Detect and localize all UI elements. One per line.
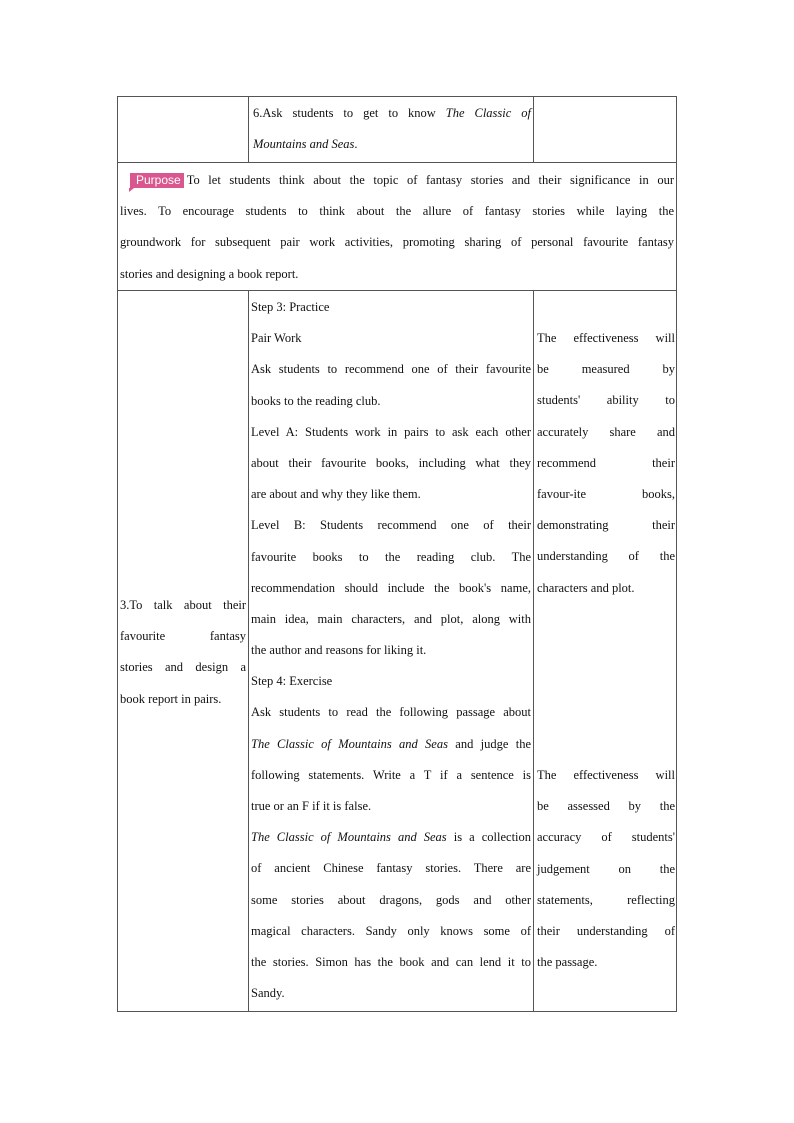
purpose-line-3: groundwork for subsequent pair work activities, promoting sharing of personal favourite fantasy (120, 235, 674, 250)
passage-title-line: The Classic of Mountains and Seas is a collection (251, 830, 532, 845)
passage-line: the stories. Simon has the book and can lend it to (251, 954, 531, 969)
level-a-line: Level A: Students work in pairs to ask each other (251, 424, 531, 439)
assessment-line: accuracy of students' (537, 830, 675, 845)
row1-activity-cell (253, 98, 531, 160)
assessment-line: understanding of the (537, 549, 675, 564)
passage-line: Sandy. (251, 986, 285, 1001)
assessment-line: favour-ite books, (537, 486, 675, 501)
purpose-badge: Purpose (130, 173, 184, 188)
objective-line-2: favourite fantasy (120, 629, 246, 644)
row1-line-1: 6.Ask students to get to know The Classic of (253, 106, 531, 120)
passage-line: magical characters. Sandy only knows some of (251, 923, 531, 938)
passage-line: of ancient Chinese fantasy stories. There are (251, 861, 531, 876)
objective-line-1: 3.To talk about their (120, 598, 246, 612)
exercise-title-line: The Classic of Mountains and Seas and judge the (251, 736, 532, 751)
activity-line: are about and why they like them. (251, 487, 421, 502)
table-border-top (117, 96, 677, 97)
activity-line: Ask students to read the following passage about (251, 705, 531, 720)
objective-line-4: book report in pairs. (120, 691, 222, 706)
column-divider-2-bottom (533, 290, 534, 1012)
assessment-line: recommend their (537, 455, 675, 470)
purpose-line-1: Purpose To let students think about the topic of fantasy stories and their significance in our (120, 165, 674, 196)
step3-heading: Step 3: Practice (251, 300, 330, 314)
activity-line: books to the reading club. (251, 393, 381, 408)
assessment-line: be assessed by the (537, 799, 675, 814)
activity-line: about their favourite books, including what they (251, 455, 531, 470)
level-b-line: Level B: Students recommend one of their (251, 518, 531, 533)
table-border-bottom (117, 1011, 677, 1012)
objective-line-3: stories and design a (120, 660, 246, 675)
assessment-cell-2 (537, 760, 675, 978)
assessment-line: judgement on the (537, 861, 675, 876)
activity-line: recommendation should include the book's name, (251, 580, 531, 595)
lesson-plan-table (117, 96, 677, 1012)
table-border-right (676, 96, 677, 1012)
row1-line-2: Mountains and Seas. (253, 137, 358, 152)
column-divider-1-bottom (248, 290, 249, 1012)
row-divider-2 (117, 290, 677, 291)
activity-line: Ask students to recommend one of their favourite (251, 362, 531, 377)
column-divider-1-top (248, 96, 249, 162)
step4-heading: Step 4: Exercise (251, 674, 333, 689)
assessment-line: statements, reflecting (537, 892, 675, 907)
assessment-cell-1 (537, 323, 675, 604)
row-divider-1 (117, 162, 677, 163)
activity-line: following statements. Write a T if a sentence is (251, 767, 531, 782)
assessment-line: accurately share and (537, 424, 675, 439)
assessment-line: The effectiveness will (537, 331, 675, 345)
assessment-line: demonstrating their (537, 518, 675, 533)
assessment-line: be measured by (537, 362, 675, 377)
passage-line: some stories about dragons, gods and other (251, 892, 531, 907)
activity-line: true or an F if it is false. (251, 799, 372, 813)
activity-line: main idea, main characters, and plot, along with (251, 611, 531, 626)
activity-line: favourite books to the reading club. The (251, 549, 531, 564)
assessment-line: The effectiveness will (537, 768, 675, 782)
assessment-line: students' ability to (537, 393, 675, 408)
activity-line: the author and reasons for liking it. (251, 643, 427, 658)
purpose-cell (120, 165, 674, 290)
purpose-line-2: lives. To encourage students to think about the allure of fantasy stories while laying the (120, 204, 674, 219)
objective-cell (120, 590, 246, 715)
column-divider-2-top (533, 96, 534, 162)
pair-work-heading: Pair Work (251, 331, 302, 346)
assessment-line: their understanding of (537, 923, 675, 938)
purpose-line-4: stories and designing a book report. (120, 266, 299, 281)
activities-cell (251, 292, 531, 1009)
table-border-left (117, 96, 118, 1012)
assessment-line: the passage. (537, 955, 598, 970)
assessment-line: characters and plot. (537, 580, 635, 595)
